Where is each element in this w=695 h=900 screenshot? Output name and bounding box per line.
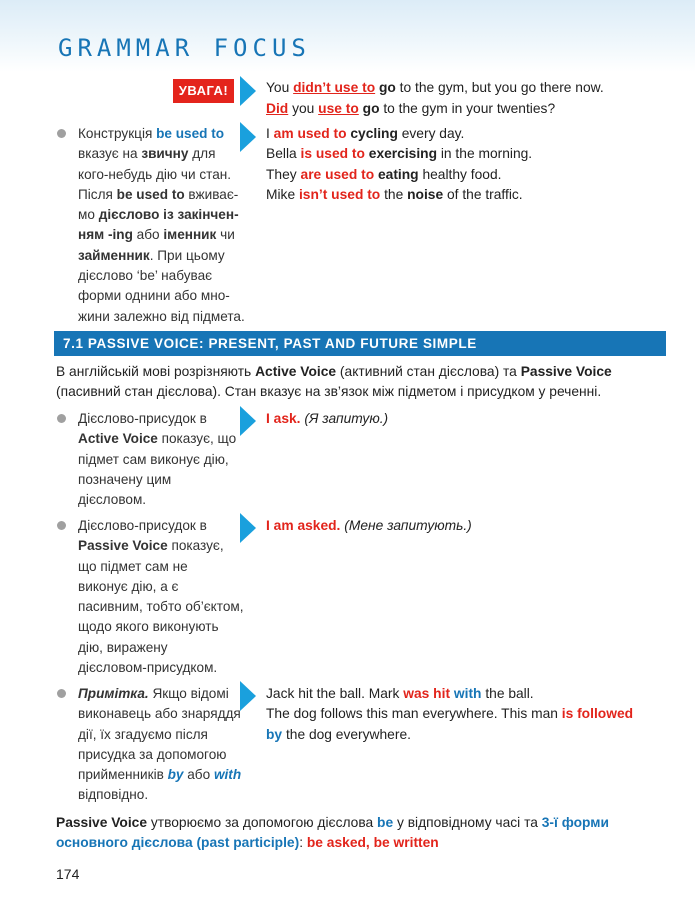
intro-paragraph: В англійській мові розрізняють Active Voice (активний стан дієслова) та Passive Voice (пасивний стан дієслова). Стан вказує на зв’язок між підметом і присудком у реченні. (56, 364, 612, 400)
page-number: 174 (56, 866, 80, 882)
bullet-icon (57, 129, 66, 138)
used-to-examples: I am used to cycling every day. Bella is used to exercising in the morning. They are used to eating healthy food. Mike isn’t used to the noise of the traffic. (266, 126, 533, 202)
active-voice-explanation: Дієслово-присудок в Active Voice показує, що підмет сам виконує дію, позначену цим дієсловом. (78, 411, 237, 508)
bullet-icon (57, 689, 66, 698)
note-explanation: Примітка. Якщо відомі виконавець або знаряддя дії, їх згадуємо після присудка за допомогою прийменників by або with відповідно. (78, 686, 242, 803)
rule-paragraph: Passive Voice утворюємо за допомогою дієслова be у відповідному часі та 3-ї форми основного дієслова (past participle): be asked, be written (56, 815, 609, 851)
active-voice-example: I ask. (Я запитую.) (266, 411, 389, 426)
used-to-explanation: Конструкція be used to вказує на звичну для кого-небудь дію чи стан. Після be used to вживає- мо дієслово із закінчен- ням -ing або іменник чи займенник. При цьому дієслово ‘be’ набуває форми однини або мно- жини залежно від підмета. (78, 126, 245, 324)
arrow-icon (240, 406, 256, 436)
note-examples: Jack hit the ball. Mark was hit with the ball. The dog follows this man everywhere. This man is followed by the dog everywhere. (266, 686, 634, 742)
bullet-icon (57, 414, 66, 423)
section-header: 7.1 PASSIVE VOICE: PRESENT, PAST AND FUTURE SIMPLE (54, 331, 666, 356)
arrow-icon (240, 76, 256, 106)
arrow-icon (240, 681, 256, 711)
passive-voice-explanation: Дієслово-присудок в Passive Voice показує, що підмет сам не виконує дію, а є пасивним, тобто об’єктом, щодо якого виконують дію, виражену дієсловом-присудком. (78, 518, 244, 676)
warning-line-2: Did you use to go to the gym in your twenties? (266, 101, 556, 116)
warning-line-1: You didn’t use to go to the gym, but you go there now. (266, 80, 604, 95)
warning-badge: УВАГА! (173, 79, 234, 103)
bullet-icon (57, 521, 66, 530)
passive-voice-example: I am asked. (Мене запитують.) (266, 518, 472, 533)
page-title: GRAMMAR FOCUS (58, 34, 311, 62)
